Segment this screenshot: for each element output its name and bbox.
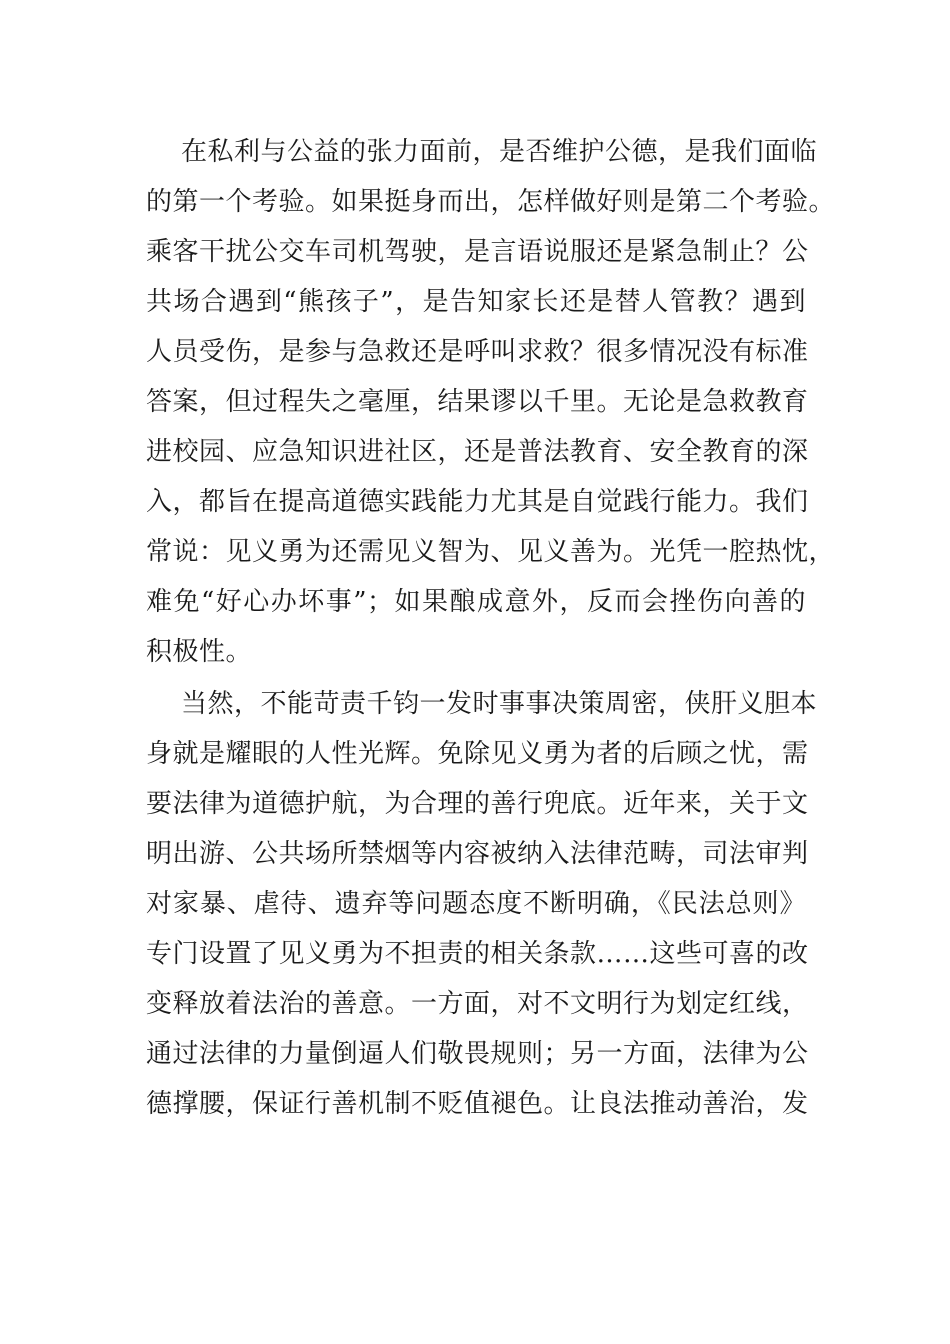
text-line: 德撑腰，保证行善机制不贬值褪色。让良法推动善治，发 (146, 1089, 809, 1119)
text-line: 通过法律的力量倒逼人们敬畏规则；另一方面，法律为公 (146, 1039, 809, 1069)
text-line: 积极性。 (146, 637, 253, 667)
paragraph-1 (146, 127, 836, 677)
text-line: 的第一个考验。如果挺身而出，怎样做好则是第二个考验。 (146, 187, 836, 217)
text-line: 变释放着法治的善意。一方面，对不文明行为划定红线， (146, 989, 809, 1019)
text-line: 身就是耀眼的人性光辉。免除见义勇为者的后顾之忧，需 (146, 739, 809, 769)
text-line: 要法律为道德护航，为合理的善行兜底。近年来，关于文 (146, 789, 809, 819)
text-line: 当然，不能苛责千钧一发时事事决策周密，侠肝义胆本 (181, 689, 818, 719)
text-line: 常说：见义勇为还需见义智为、见义善为。光凭一腔热忱， (146, 537, 836, 567)
text-line: 共场合遇到“熊孩子”，是告知家长还是替人管教？遇到 (146, 287, 806, 317)
text-line: 在私利与公益的张力面前，是否维护公德，是我们面临 (181, 137, 818, 167)
text-line: 入，都旨在提高道德实践能力尤其是自觉践行能力。我们 (146, 487, 809, 517)
text-line: 对家暴、虐待、遗弃等问题态度不断明确，《民法总则》 (146, 889, 806, 919)
text-line: 明出游、公共场所禁烟等内容被纳入法律范畴，司法审判 (146, 839, 809, 869)
text-line: 专门设置了见义勇为不担责的相关条款……这些可喜的改 (146, 939, 809, 969)
text-line: 乘客干扰公交车司机驾驶，是言语说服还是紧急制止？公 (146, 237, 809, 267)
text-line: 答案，但过程失之毫厘，结果谬以千里。无论是急救教育 (146, 387, 809, 417)
paragraph-2 (146, 679, 818, 1129)
text-line: 进校园、应急知识进社区，还是普法教育、安全教育的深 (146, 437, 809, 467)
text-line: 人员受伤，是参与急救还是呼叫求救？很多情况没有标准 (146, 337, 809, 367)
text-line: 难免“好心办坏事”；如果酿成意外，反而会挫伤向善的 (146, 587, 806, 617)
